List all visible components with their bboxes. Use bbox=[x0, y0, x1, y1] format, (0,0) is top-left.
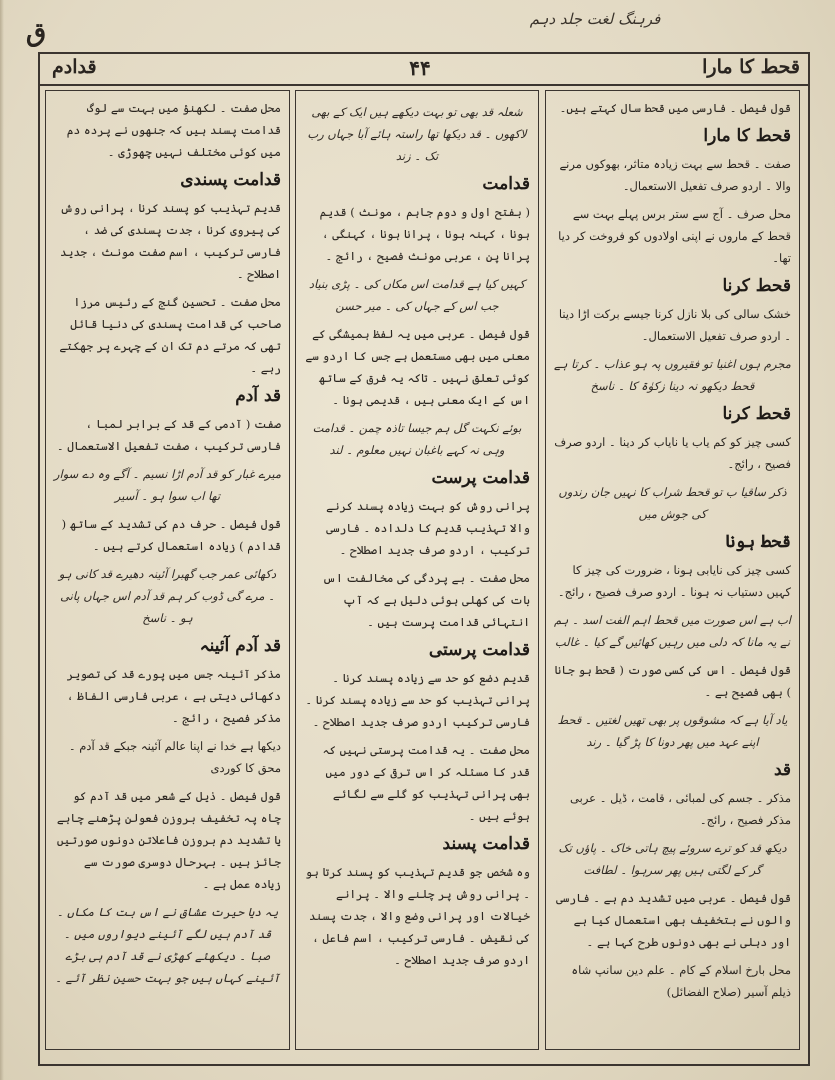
headword: قد آدم bbox=[235, 386, 281, 406]
page-frame bbox=[38, 52, 810, 1066]
verse-quote: ذکر ساقیا ب تو قحط شراب کا نہیں جان رندوں کی جوش میں bbox=[558, 485, 787, 521]
running-head: فرہنگ لغت جلد دہم bbox=[529, 10, 661, 28]
headword: قدامت bbox=[482, 174, 530, 194]
entry-text: صفت ۔ قحط سے بہت زیادہ متاثر، بھوکوں مرنے والا ۔ اردو صرف تفعیل الاستعمال۔ bbox=[559, 157, 791, 193]
entry-text: محل صفت ۔ بے پردگی کی مخالفت اس بات کی کھلی ہوئی دلیل ہے کہ آپ انتہائی قدامت پرست ہیں ۔ bbox=[322, 571, 530, 629]
entry-text: محل صفت ۔ یہ قدامت پرستی نہیں کہ قدر کا مسئلہ کر اس ترقی کے دور میں بھی پرانی تہذیب کو گلے سے لگائے ہوئے ہیں ۔ bbox=[322, 743, 530, 823]
column-left bbox=[45, 90, 290, 1050]
entry-text: قدیم تہذیب کو پسند کرنا ، پرانی روش کی پیروی کرنا ، جدت پسندی کی ضد ، فارسی ترکیب ، اسم صفت مونث ، جدید اصطلاح ۔ bbox=[60, 201, 281, 281]
verse-quote: بوئے نکہت گل ہم جیسا تاذہ چمن ۔ قدامت وہی نہ کہے باغبان نہیں معلوم ۔ لند bbox=[312, 421, 522, 457]
headword: قحط کا مارا bbox=[703, 126, 791, 146]
verse-quote: دیکھ قد کو ترے سروئے پیچ ہاتی خاک ۔ پاؤں تک گر کے لگتی ہیں پھر سرہوا ۔ لطافت bbox=[558, 841, 787, 877]
entry-text: قول فیصل ۔ ذیل کے شعر میں قد آدم کو چاہ پہ تخفیف بروزن فعولن پڑھنے چاہے یا تشدید دم بروزن فاعلاتن دونوں صورتیں جائز ہیں ۔ بہرحال دوسری صورت سے زیادہ عمل ہے ۔ bbox=[56, 789, 281, 891]
entry-text: مذکر آئینہ جس میں پورے قد کی تصویر دکھائی دیتی ہے ، عربی فارسی الفاظ ، مذکر فصیح ، رائج ۔ bbox=[66, 667, 281, 725]
corner-letter: ق bbox=[26, 18, 47, 48]
entry-text: پرانی روش کو بہت زیادہ پسند کرنے والا تہذیب قدیم کا دلدادہ ۔ فارسی ترکیب ، اردو صرف جدید اصطلاح ۔ bbox=[326, 499, 530, 557]
entry-text: صفت ( آدمی کے قد کے برابر لمبا ، فارسی ترکیب ، صفت تفعیل الاستعمال ۔ bbox=[56, 417, 281, 453]
column-middle bbox=[295, 90, 539, 1050]
verse-quote: اب ہے اس صورت میں قحط اہم الفت اسد ۔ ہم نے یہ مانا کہ دلی میں رہیں کھائیں گے کیا ۔ غالب bbox=[554, 613, 791, 649]
verse-quote: کہیں کیا ہے قدامت اس مکاں کی ۔ پڑی بنیاد جب اس کے جہاں کی ۔ میر حسن bbox=[308, 277, 526, 313]
page-number: ۴۴ bbox=[409, 56, 431, 80]
entry-text: محل صرف ۔ آج سے ستر برس پہلے بہت سے قحط کے ماروں نے اپنی اولادوں کو فروخت کر دیا تھا۔ bbox=[558, 207, 791, 265]
entry-text: محل بارخ اسلام کے کام ۔ علم دین سانپ شاہ ذیلم آسیر (صلاح الفضائل) bbox=[571, 963, 791, 999]
header-first-word: قحط کا مارا bbox=[702, 56, 800, 78]
entry-text: کسی چیز کو کم یاب یا نایاب کر دینا ۔ اردو صرف فصیح ، رائج۔ bbox=[554, 435, 791, 471]
entry-text: قول فیصل ۔ اس کی کسی صورت ( قحط ہو جانا ) بھی فصیح ہے ۔ bbox=[554, 663, 791, 699]
verse-quote: میرے غبار کو قد آدم اڑا نسیم ۔ آگے وہ دے سوار تھا اب سوا ہو ۔ آسیر bbox=[53, 467, 281, 503]
entry-text: مذکر ۔ جسم کی لمبائی ، قامت ، ڈیل ۔ عربی مذکر فصیح ، رائج۔ bbox=[570, 791, 791, 827]
entry-text: قدیم دضع کو حد سے زیادہ پسند کرنا ۔ پرانی تہذیب کو حد سے زیادہ پسند کرنا ۔ فارسی ترکیب اردو صرف جدید اصطلاح ۔ bbox=[305, 671, 530, 729]
header-band bbox=[40, 54, 808, 86]
headword: قحط ہونا bbox=[725, 532, 791, 552]
entry-text: وہ شخص جو قدیم تہذیب کو پسند کرتا ہو ۔ پرانی روش پر چلنے والا ۔ پرانے خیالات اور پرانی وضع والا ، جدت پسند کی نقیض ۔ فارسی ترکیب ، اسم فاعل ، اردو صرف جدید اصطلاح ۔ bbox=[305, 865, 530, 967]
header-last-word: قدادم bbox=[52, 56, 97, 78]
verse-quote: دکھائی عمر جب گھبرا آئینہ دھیرے قد کانی ہو ۔ مرے گی ڈوب کر ہم قد آدم اس جہاں پانی ہو ۔ ناسخ bbox=[58, 567, 277, 625]
headword: قدامت پسند bbox=[442, 834, 530, 854]
headword: قدامت پسندی bbox=[180, 170, 281, 190]
verse-quote: یاد آیا ہے کہ مشوقوں پر بھی تھیں لغتیں ۔ قحط اپنے عہد میں پھر دونا کا پڑ گیا ۔ رند bbox=[557, 713, 788, 749]
entry-text: قول فیصل ۔ حرف دم کی تشدید کے ساتھ ( قدادم ) زیادہ استعمال کرتے ہیں ۔ bbox=[61, 517, 281, 553]
headword: قحط کرنا bbox=[722, 404, 791, 424]
headword: قحط کرنا bbox=[722, 276, 791, 296]
entry-text: کسی چیز کی نایابی ہونا ، ضرورت کی چیز کا کہیں دستیاب نہ ہونا ۔ اردو صرف فصیح ، رائج۔ bbox=[557, 563, 791, 599]
entry-text: دیکھا ہے خدا نے اپنا عالم آئینہ جبکے قد آدم ۔ محق کا کوردی bbox=[68, 739, 281, 775]
column-right bbox=[545, 90, 800, 1050]
headword: قد آدم آئینہ bbox=[199, 636, 281, 656]
entry-text: ( بفتح اول و دوم جاہم ، مونث ) قدیم ہونا ، کہنہ ہونا ، پرانا ہونا ، کہنگی ، پرانا پن ، عربی مونث فصیح ، رائج ۔ bbox=[319, 205, 530, 263]
verse-quote: یہ دیا حیرت عشاق نے اس بت کا مکاں ۔ قد آدم ہیں لگے آئینے دیواروں میں ۔ صبا ۔ دیکھئے کھڑی نے قد آدم ہی بڑے آئینے کہاں ہیں جو بہت حسین نظر آئے ۔ bbox=[55, 905, 280, 985]
entry-text: محل صفت ۔ لکھنؤ میں بہت سے لوگ قدامت پسند ہیں کہ جنھوں نے پردہ دم میں کوئی مختلف نہیں چھوڑی ۔ bbox=[66, 101, 281, 159]
entry-text: قول فیصل ۔ عربی میں یہ لفظ ہمیشگی کے معنی میں بھی مستعمل ہے جس کا اردو سے کوئی تعلق نہیں ۔ تاکہ یہ فرق کے ساتھ اس کے ایک معنی ہیں ، قدیمی ہونا ۔ bbox=[305, 327, 530, 407]
entry-text: قول فیصل ۔ فارسی میں قحط سال کہتے ہیں۔ bbox=[559, 101, 791, 115]
verse-quote: مجرم ہوں اغنیا تو فقیروں پہ ہو عذاب ۔ کرتا ہے قحط دیکھو نہ دینا زکوٰۃ کا ۔ ناسخ bbox=[554, 357, 791, 393]
entry-text: محل صفت ۔ تحسین گنج کے رئیس مرزا صاحب کی قدامت پسندی کی دنیا قائل تھی کہ مرتے دم تک ان کے چہرے پر جھکتے رہے ۔ bbox=[59, 295, 281, 375]
headword: قدامت پرست bbox=[431, 468, 530, 488]
headword: قد bbox=[773, 760, 791, 780]
entry-text: قول فیصل ۔ عربی میں تشدید دم ہے ۔ فارسی والوں نے بتخفیف بھی استعمال کیا ہے اور دہلی نے بھی دونوں طرح کہا ہے ۔ bbox=[555, 891, 791, 949]
page-fold-shadow bbox=[0, 0, 4, 1080]
verse-quote: شعلہ قد بھی تو بہت دیکھے ہیں ایک کے بھی لاکھوں ۔ قد دیکھا تھا راستہ ہائے آبا جہاں رب تک ۔ زند bbox=[307, 105, 527, 163]
headword: قدامت پرستی bbox=[428, 640, 530, 660]
entry-text: خشک سالی کی بلا نازل کرنا جیسے برکت اڑا دینا ۔ اردو صرف تفعیل الاستعمال۔ bbox=[558, 307, 791, 343]
